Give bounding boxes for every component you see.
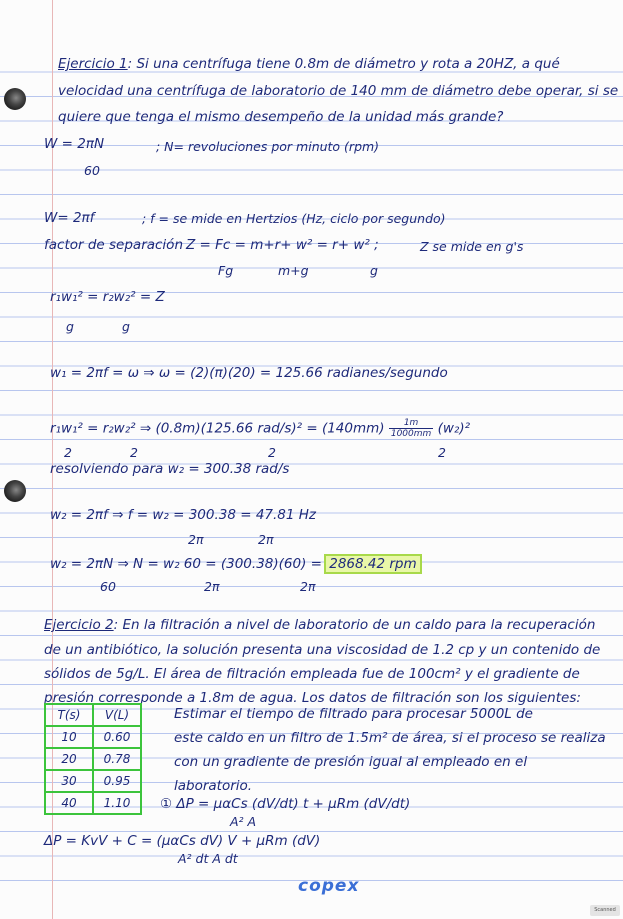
frequency-equation: w₂ = 2πf ⇒ f = w₂ = 300.38 = 47.81 Hz: [50, 507, 317, 523]
factor-equation: Z = Fc = m+r+ w² = r+ w² ;: [186, 237, 379, 253]
ex2-line1: Ejercicio 2: En la filtración a nivel de laboratorio de un caldo para la recuperación: [44, 617, 596, 633]
ex2-line3: sólidos de 5g/L. El área de filtración empleada fue de 100cm² y el gradiente de: [44, 666, 580, 682]
w1-equation: w₁ = 2πf = ω ⇒ ω = (2)(π)(20) = 125.66 radianes/segundo: [50, 365, 448, 381]
factor-den-mg: m+g: [278, 263, 309, 278]
ex2-task3: con un gradiente de presión igual al empleado en el: [174, 754, 528, 770]
equation-1-den: A² A: [230, 814, 257, 829]
table-cell: 1.10: [93, 792, 141, 814]
ex2-task2: este caldo en un filtro de 1.5m² de área, si el proceso se realiza: [174, 730, 606, 746]
unit-fraction: $\frac{1m}{1000mm}$: [390, 418, 432, 439]
equation-2: ΔP = KvV + C = (μαCs dV) V + μRm (dV): [44, 833, 321, 849]
n-den-2: 2π: [204, 579, 220, 594]
solve-line: resolviendo para w₂ = 300.38 rad/s: [50, 461, 290, 477]
ratio-equation: r₁w₁² = r₂w₂² = Z: [50, 289, 165, 305]
binder-hole: [4, 480, 26, 502]
rpm-result-highlight: 2868.42 rpm: [326, 556, 419, 572]
factor-den-fg: Fg: [218, 263, 234, 278]
f-den-1: 2π: [188, 532, 204, 547]
ex1-line3: quiere que tenga el mismo desempeño de la unidad más grande?: [58, 109, 504, 125]
ratio-den-1: g: [66, 319, 74, 334]
w2-note: ; f = se mide en Hertzios (Hz, ciclo por segundo): [142, 211, 446, 226]
w-formula-note: ; N= revoluciones por minuto (rpm): [156, 139, 380, 154]
factor-label: factor de separación: [44, 237, 184, 253]
w2-formula: W= 2πf: [44, 210, 95, 226]
ex2-title: Ejercicio 2: [44, 617, 114, 633]
ex2-line4: presión corresponde a 1.8m de agua. Los datos de filtración son los siguientes:: [44, 690, 581, 706]
ex1-title: Ejercicio 1: [58, 56, 128, 72]
table-header-cell: V(L): [93, 704, 141, 726]
rpm-equation: w₂ = 2πN ⇒ N = w₂ 60 = (300.38)(60) = 2868.42 rpm: [50, 557, 420, 571]
table-cell: 20: [45, 748, 93, 770]
ex2-task1: Estimar el tiempo de filtrado para procesar 5000L de: [174, 706, 533, 722]
ex1-line1: Ejercicio 1: Si una centrífuga tiene 0.8m de diámetro y rota a 20HZ, a qué: [58, 56, 560, 72]
f-den-2: 2π: [258, 532, 274, 547]
w-formula-den: 60: [84, 163, 100, 178]
sub-den-2: 2: [130, 445, 138, 460]
table-cell: 0.60: [93, 726, 141, 748]
substitution-equation: r₁w₁² = r₂w₂² ⇒ (0.8m)(125.66 rad/s)² = (140mm) $\frac{1m}{1000mm}$ (w₂)²: [50, 418, 470, 439]
table-row: [45, 792, 141, 814]
equation-1: ① ΔP = μαCs (dV/dt) t + μRm (dV/dt): [160, 796, 411, 812]
ex2-line2: de un antibiótico, la solución presenta una viscosidad de 1.2 cp y un contenido de: [44, 642, 601, 658]
scanner-badge: Scanned: [590, 905, 620, 916]
factor-note: Z se mide en g's: [420, 239, 524, 254]
table-header-row: [45, 704, 141, 726]
binder-hole: [4, 88, 26, 110]
factor-den-g: g: [370, 263, 378, 278]
w-formula: W = 2πN: [44, 136, 105, 152]
ratio-den-2: g: [122, 319, 130, 334]
table-header-cell: T(s): [45, 704, 93, 726]
filtration-data-table: [44, 703, 142, 815]
table-cell: 40: [45, 792, 93, 814]
table-cell: 0.95: [93, 770, 141, 792]
table-row: [45, 748, 141, 770]
equation-2-den: A² dt A dt: [178, 851, 238, 866]
table-cell: 0.78: [93, 748, 141, 770]
sub-den-4: 2: [438, 445, 446, 460]
n-den-3: 2π: [300, 579, 316, 594]
table-row: [45, 726, 141, 748]
table-row: [45, 770, 141, 792]
sub-den-3: 2: [268, 445, 276, 460]
sub-den-1: 2: [64, 445, 72, 460]
n-den-1: 60: [100, 579, 116, 594]
ex1-line2: velocidad una centrífuga de laboratorio de 140 mm de diámetro debe operar, si se: [58, 83, 619, 99]
copex-logo: copex: [298, 876, 360, 896]
table-cell: 30: [45, 770, 93, 792]
ex2-task4: laboratorio.: [174, 778, 253, 794]
table-cell: 10: [45, 726, 93, 748]
